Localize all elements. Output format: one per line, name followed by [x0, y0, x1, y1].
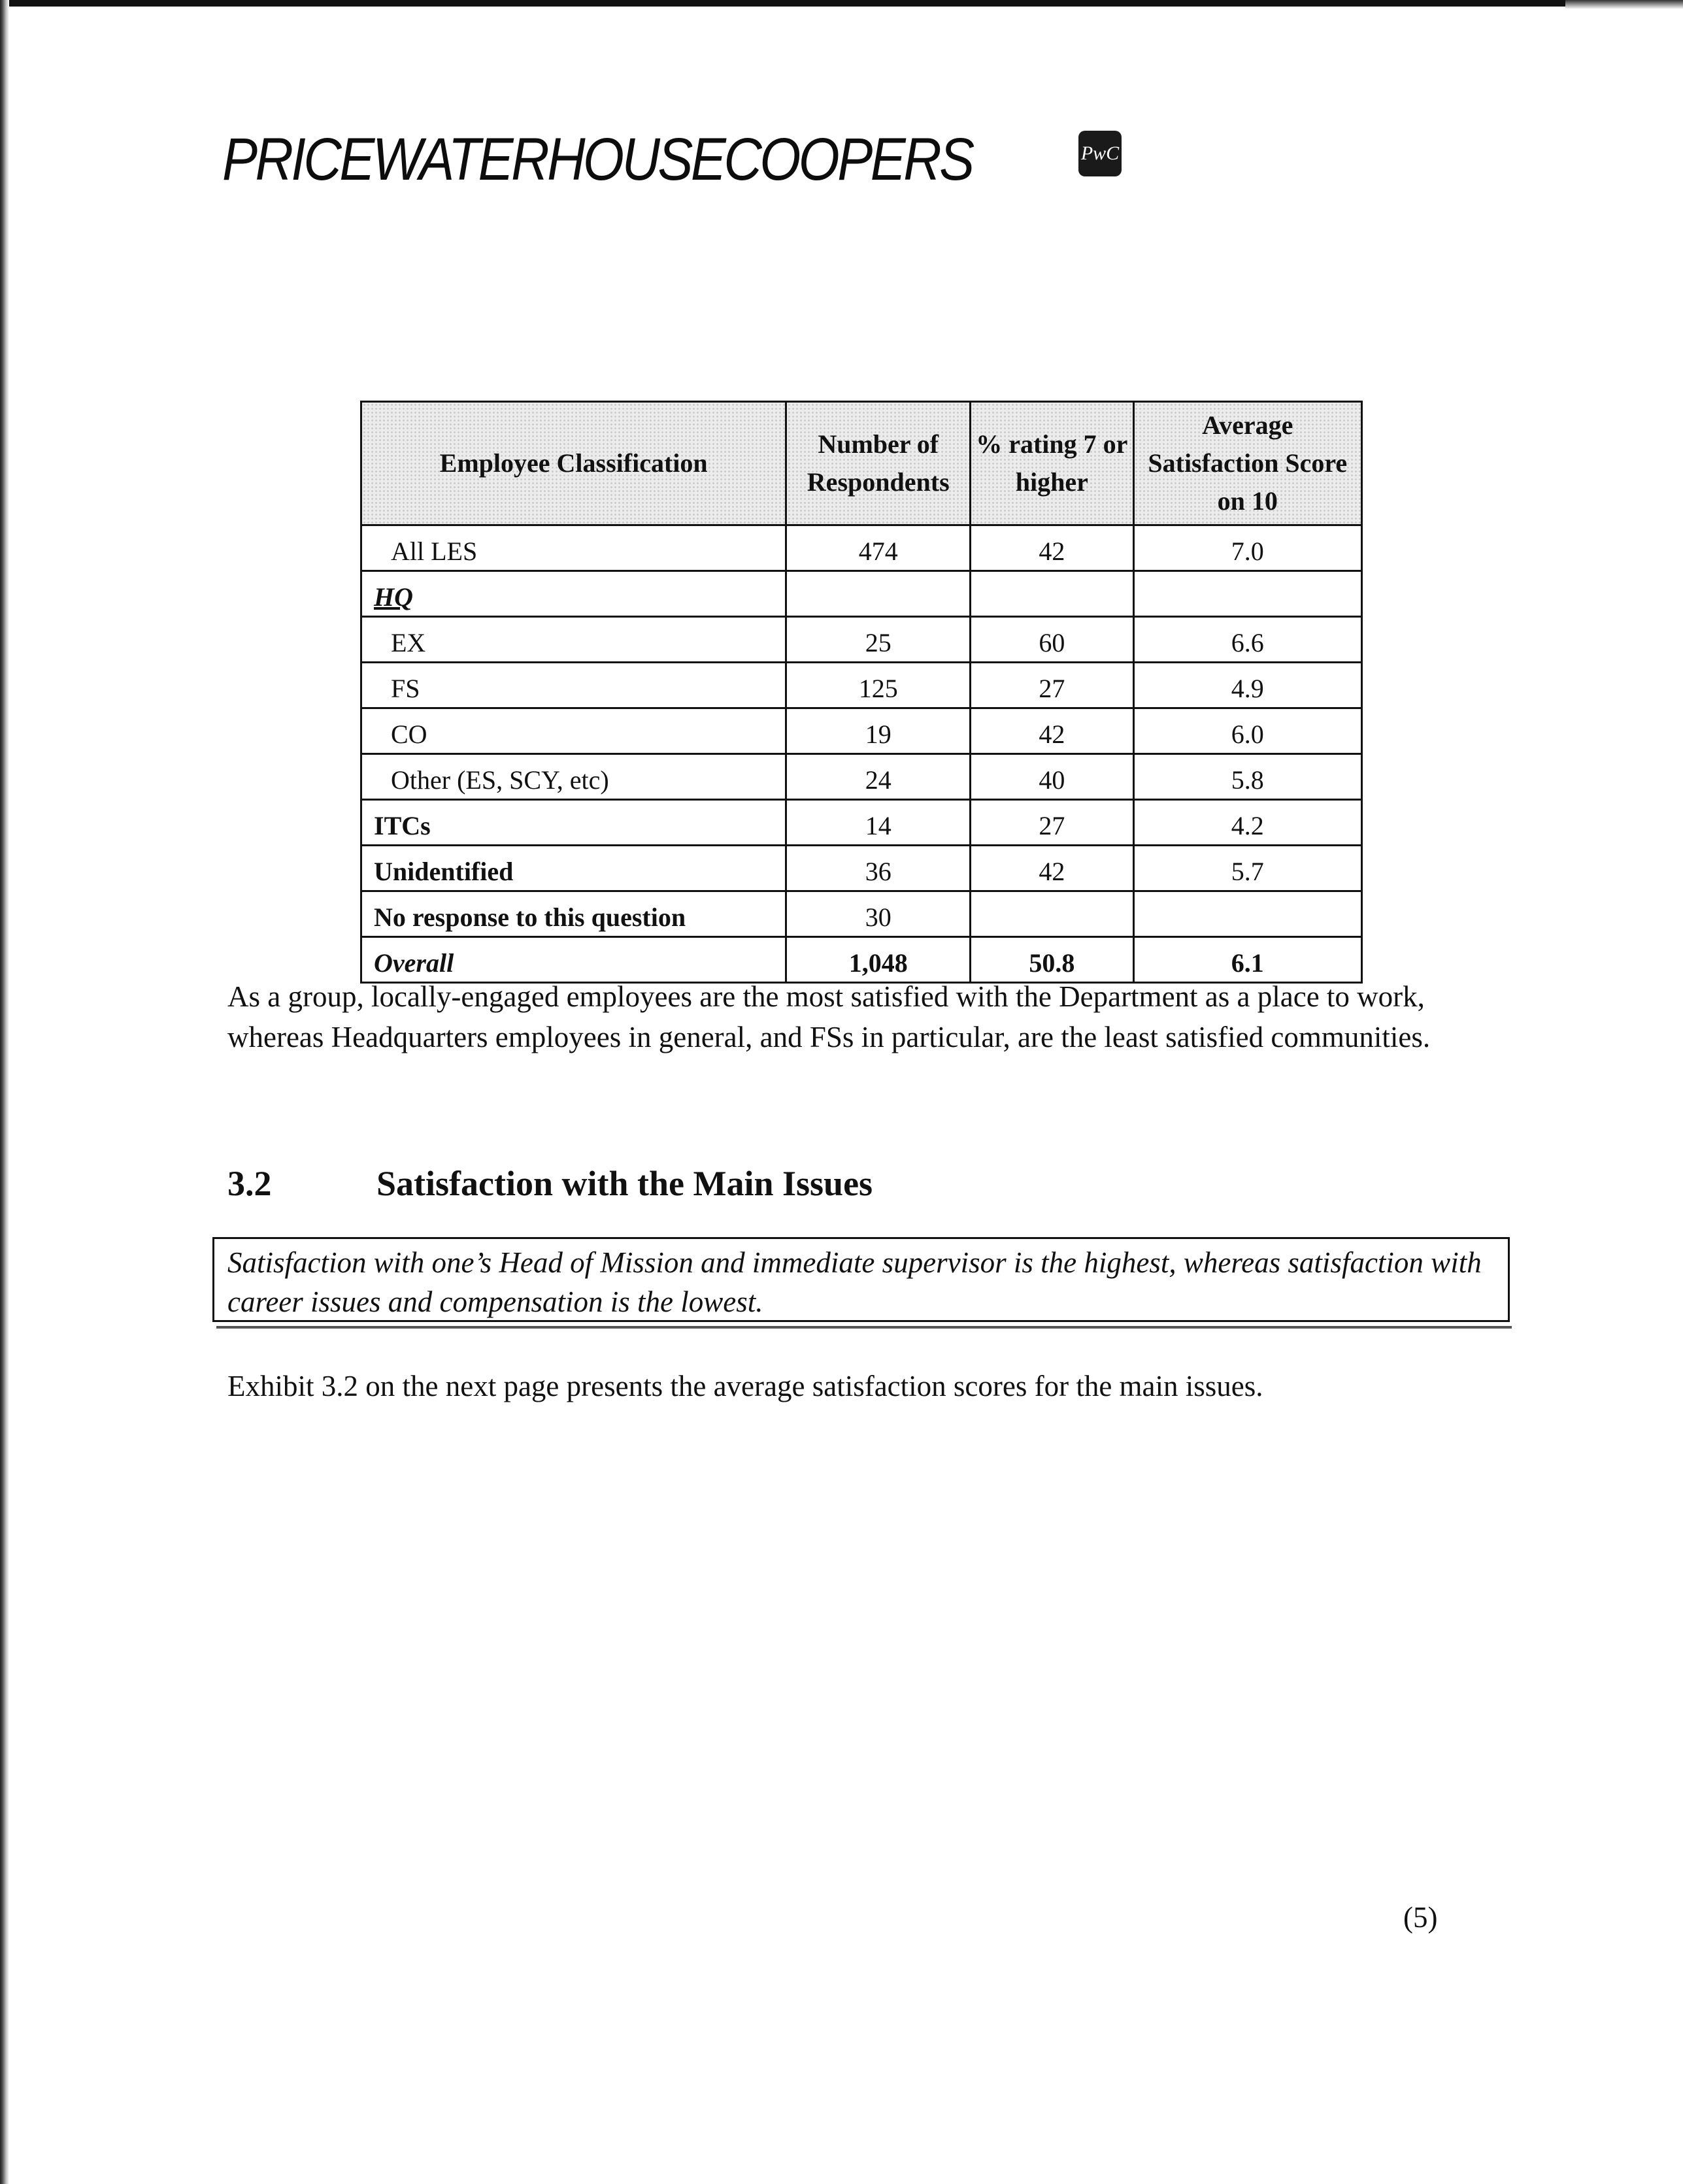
respondents-cell: 25 [786, 617, 971, 663]
avg-cell: 6.0 [1133, 708, 1361, 754]
header-number-of-respondents: Number of Respondents [786, 402, 971, 525]
avg-cell: 6.6 [1133, 617, 1361, 663]
pct-cell: 50.8 [971, 937, 1133, 983]
row-label: All LES [361, 525, 786, 571]
pct-cell: 27 [971, 800, 1133, 846]
row-label: EX [361, 617, 786, 663]
respondents-cell: 1,048 [786, 937, 971, 983]
logo-mark-icon: PwC [1078, 131, 1122, 176]
table-row [361, 663, 1362, 708]
pct-cell: 42 [971, 525, 1133, 571]
company-logo [222, 111, 1120, 193]
callout-shadow [216, 1326, 1512, 1329]
scan-border-top [0, 0, 1683, 7]
avg-cell: 7.0 [1133, 525, 1361, 571]
avg-cell: 5.7 [1133, 846, 1361, 891]
row-label: ITCs [361, 800, 786, 846]
body-paragraph-2: Exhibit 3.2 on the next page presents the average satisfaction scores for the main issues. [227, 1370, 1263, 1402]
pct-cell: 27 [971, 663, 1133, 708]
avg-cell: 5.8 [1133, 754, 1361, 800]
table-row [361, 525, 1362, 571]
respondents-cell: 14 [786, 800, 971, 846]
avg-cell [1133, 571, 1361, 617]
pct-cell: 60 [971, 617, 1133, 663]
avg-cell: 4.2 [1133, 800, 1361, 846]
respondents-cell: 30 [786, 891, 971, 937]
row-label: CO [361, 708, 786, 754]
respondents-cell: 24 [786, 754, 971, 800]
table-header-row [361, 402, 1362, 525]
section-title: Satisfaction with the Main Issues [376, 1164, 873, 1203]
pct-cell: 42 [971, 846, 1133, 891]
respondents-cell: 36 [786, 846, 971, 891]
body-paragraph-1: As a group, locally-engaged employees are the most satisfied with the Department as a place to work, whereas Headquarters employees in general, and FSs in particular, are the least satisfied communities. [227, 980, 1431, 1053]
table-row [361, 846, 1362, 891]
table-row [361, 891, 1362, 937]
avg-cell [1133, 891, 1361, 937]
respondents-cell: 19 [786, 708, 971, 754]
header-employee-classification: Employee Classification [361, 402, 786, 525]
header-percent-rating-7: % rating 7 or higher [971, 402, 1133, 525]
header-average-score: Average Satisfaction Score on 10 [1133, 402, 1361, 525]
table-row-overall [361, 937, 1362, 983]
table-row [361, 800, 1362, 846]
avg-cell: 4.9 [1133, 663, 1361, 708]
avg-cell: 6.1 [1133, 937, 1361, 983]
section-number: 3.2 [227, 1164, 272, 1203]
table-row [361, 617, 1362, 663]
pct-cell [971, 891, 1133, 937]
pct-cell [971, 571, 1133, 617]
row-label: No response to this question [361, 891, 786, 937]
table-row [361, 571, 1362, 617]
scan-artifact-top-right [1565, 0, 1683, 9]
row-label: FS [361, 663, 786, 708]
table-row [361, 754, 1362, 800]
row-label: Unidentified [361, 846, 786, 891]
table-row [361, 708, 1362, 754]
logo-wordmark: PRICEWATERHOUSECOOPERS [222, 126, 973, 193]
page-number: (5) [1403, 1901, 1438, 1934]
row-label: HQ [361, 571, 786, 617]
respondents-cell [786, 571, 971, 617]
satisfaction-table [360, 401, 1363, 984]
scan-border-left [0, 0, 9, 2184]
pct-cell: 40 [971, 754, 1133, 800]
summary-callout-box: Satisfaction with one’s Head of Mission and immediate supervisor is the highest, whereas satisfaction with career issues and compensation is the lowest. [212, 1237, 1510, 1322]
respondents-cell: 125 [786, 663, 971, 708]
respondents-cell: 474 [786, 525, 971, 571]
row-label: Other (ES, SCY, etc) [361, 754, 786, 800]
row-label: Overall [361, 937, 786, 983]
pct-cell: 42 [971, 708, 1133, 754]
